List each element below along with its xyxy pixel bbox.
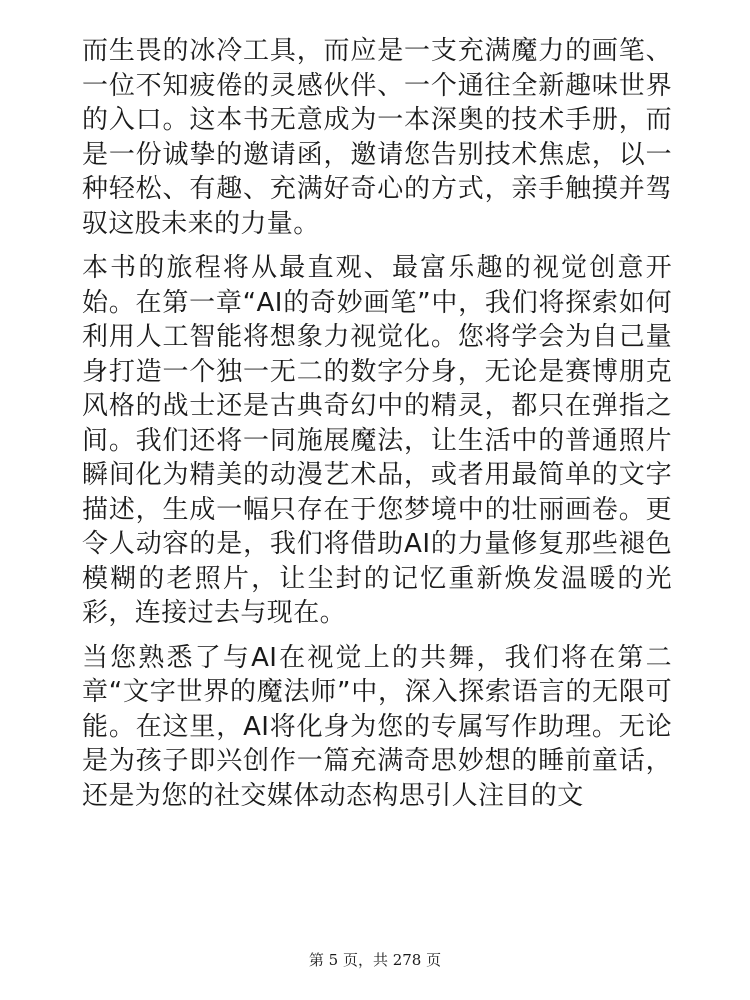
paragraph-2: 本书的旅程将从最直观、最富乐趣的视觉创意开始。在第一章“AI的奇妙画笔”中，我们将探索如何利用人工智能将想象力视觉化。您将学会为自己量身打造一个独一无二的数字分身，无论是赛博朋克风格的战士还是古典奇幻中的精灵，都只在弹指之间。我们还将一同施展魔法，让生活中的普通照片瞬间化为精美的动漫艺术品，或者用最简单的文字描述，生成一幅只存在于您梦境中的壮丽画卷。更令人动容的是，我们将借助AI的力量修复那些褪色模糊的老照片，让尘封的记忆重新焕发温暖的光彩，连接过去与现在。 — [82, 253, 672, 628]
paragraph-3: 当您熟悉了与AI在视觉上的共舞，我们将在第二章“文字世界的魔法师”中，深入探索语言的无限可能。在这里，AI将化身为您的专属写作助理。无论是为孩子即兴创作一篇充满奇思妙想的睡前童话，还是为您的社交媒体动态构思引人注目的文 — [82, 642, 672, 811]
page-number-footer: 第 5 页，共 278 页 — [308, 951, 442, 969]
page-body — [82, 34, 672, 823]
paragraph-1: 而生畏的冰冷工具，而应是一支充满魔力的画笔、一位不知疲倦的灵感伙伴、一个通往全新趣味世界的入口。这本书无意成为一本深奥的技术手册，而是一份诚挚的邀请函，邀请您告别技术焦虑，以一种轻松、有趣、充满好奇心的方式，亲手触摸并驾驭这股未来的力量。 — [82, 36, 672, 239]
